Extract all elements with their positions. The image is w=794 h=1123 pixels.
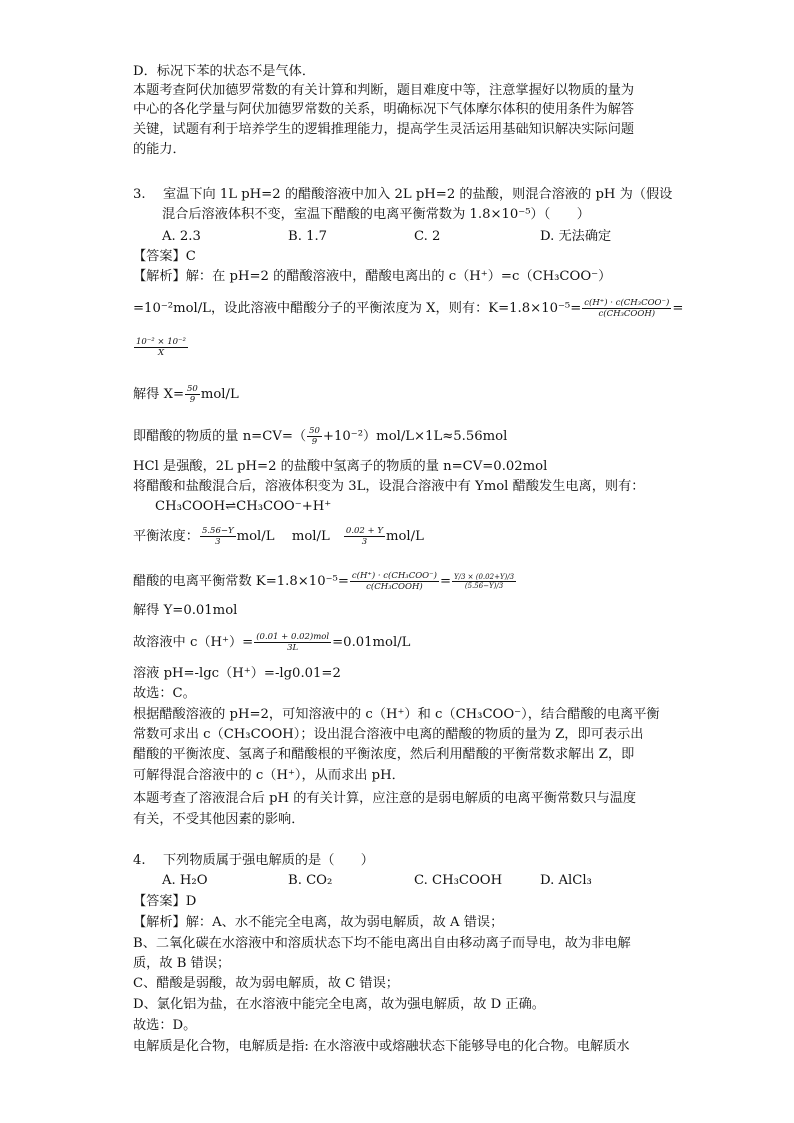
text-line: 关键，试题有利于培养学生的逻辑推理能力，提高学生灵活运用基础知识解决实际问题: [133, 122, 635, 137]
option-d: D. AlCl₃: [540, 873, 592, 888]
question-3-options: [162, 228, 666, 246]
answer-label: 【答案】C: [133, 249, 196, 264]
solution-line: D、氯化铝为盐，在水溶液中能完全电离，故为强电解质，故 D 正确。: [133, 997, 545, 1012]
solution-line: 故选：D。: [133, 1018, 197, 1033]
answer-label: 【答案】D: [133, 894, 197, 909]
question-4-options: [162, 872, 666, 890]
solution-line: 解得 X= $\frac{50}{9}$ mol/L: [133, 384, 239, 405]
option-b: B. CO₂: [288, 873, 333, 888]
solution-line: C、醋酸是弱酸，故为弱电解质，故 C 错误；: [133, 976, 399, 991]
solution-line: 解得 Y=0.01mol: [133, 603, 238, 618]
text-span: =10⁻²mol/L，设此溶液中醋酸分子的平衡浓度为 X，则有：K=1.8×10⁻⁵=: [133, 301, 582, 316]
fraction: $\frac{\text{c(H⁺) · c(CH₃COO⁻)}}{\text{c(CH₃COOH)}}$: [584, 298, 670, 319]
solution-line: 醋酸的电离平衡常数 K=1.8×10⁻⁵= $\frac{\text{c(H⁺) · c(CH₃COO⁻)}}{\text{c(CH₃COOH)}}$ = $\frac{Y/3 \times (0.02+Y)/3}{(5.56-Y)/3}$: [133, 571, 515, 592]
option-c: C. 2: [414, 229, 441, 244]
solution-line: HCl 是强酸，2L pH=2 的盐酸中氢离子的物质的量 n=CV=0.02mol: [133, 459, 548, 474]
option-c: C. CH₃COOH: [414, 873, 503, 888]
option-a: A. 2.3: [162, 229, 201, 244]
question-3-stem: 混合后溶液体积不变，室温下醋酸的电离平衡常数为 1.8×10⁻⁵）（ ）: [162, 207, 590, 222]
solution-line: B、二氧化碳在水溶液中和溶质状态下均不能电离出自由移动离子而导电，故为非电解: [133, 936, 631, 951]
solution-line: 故溶液中 c（H⁺）= $\frac{\text{(0.01 + 0.02)mol}}{3L}$ =0.01mol/L: [133, 632, 411, 653]
question-4-stem: 4. 下列物质属于强电解质的是（ ）: [133, 853, 374, 868]
solution-line: 平衡浓度： $\frac{5.56-Y}{3}$ mol/L mol/L $\frac{0.02 + Y}{3}$ mol/L: [133, 526, 424, 547]
solution-line: 故选：C。: [133, 686, 196, 701]
fraction: $\frac{\text{(0.01 + 0.02)mol}}{3L}$: [256, 632, 330, 653]
solution-line: 【解析】解：A、水不能完全电离，故为弱电解质，故 A 错误；: [133, 915, 504, 930]
equation-line: CH₃COOH⇌CH₃COO⁻+H⁺: [155, 499, 332, 514]
analysis-line: 可解得混合溶液中的 c（H⁺），从而求出 pH．: [133, 768, 405, 783]
analysis-line: 根据醋酸溶液的 pH=2，可知溶液中的 c（H⁺）和 c（CH₃COO⁻），结合醋酸的电离平衡: [133, 707, 660, 722]
option-d: D. 无法确定: [540, 229, 612, 244]
solution-line: [133, 298, 683, 319]
solution-line: 质，故 B 错误；: [133, 956, 231, 971]
solution-line: 即醋酸的物质的量 n=CV=（ $\frac{50}{9}$ +10⁻²）mol/L×1L≈5.56mol: [133, 426, 508, 447]
solution-line: 【解析】解：在 pH=2 的醋酸溶液中，醋酸电离出的 c（H⁺）=c（CH₃COO⁻）: [133, 269, 612, 284]
fraction: $\frac{Y/3 \times (0.02+Y)/3}{(5.56-Y)/3}$: [454, 573, 515, 590]
fraction: $\frac{50}{9}$: [309, 426, 320, 447]
fraction: $\frac{\text{c(H⁺) · c(CH₃COO⁻)}}{\text{c(CH₃COOH)}}$: [351, 571, 437, 592]
text-span: =: [672, 301, 684, 316]
option-a: A. H₂O: [162, 873, 208, 888]
analysis-line: 电解质是化合物，电解质是指: 在水溶液中或熔融状态下能够导电的化合物。电解质水: [133, 1039, 630, 1054]
analysis-line: 常数可求出 c（CH₃COOH）；设出混合溶液中电离的醋酸的物质的量为 Z，即可表示出: [133, 727, 644, 742]
fraction: $\frac{5.56-Y}{3}$: [201, 526, 234, 547]
fraction: $\frac{\text{10⁻² × 10⁻²}}{X}$: [136, 337, 186, 358]
question-3-stem: 3. 室温下向 1L pH=2 的醋酸溶液中加入 2L pH=2 的盐酸，则混合溶液的 pH 为（假设: [133, 187, 673, 202]
solution-line: 溶液 pH=-lgc（H⁺）=-lg0.01=2: [133, 666, 341, 681]
fraction: $\frac{50}{9}$: [187, 384, 198, 405]
text-line: D．标况下苯的状态不是气体．: [133, 64, 316, 79]
text-line: 中心的各化学量与阿伏加德罗常数的关系，明确标况下气体摩尔体积的使用条件为解答: [133, 102, 635, 117]
text-line: 的能力．: [133, 142, 186, 157]
analysis-line: 醋酸的平衡浓度、氢离子和醋酸根的平衡浓度，然后利用醋酸的平衡常数求解出 Z，即: [133, 747, 635, 762]
formula-line: [133, 337, 189, 358]
text-line: 本题考查阿伏加德罗常数的有关计算和判断，题目难度中等，注意掌握好以物质的量为: [133, 83, 635, 98]
comment-line: 本题考查了溶液混合后 pH 的有关计算，应注意的是弱电解质的电离平衡常数只与温度: [133, 791, 637, 806]
option-b: B. 1.7: [288, 229, 328, 244]
comment-line: 有关，不受其他因素的影响．: [133, 812, 305, 827]
solution-line: 将醋酸和盐酸混合后，溶液体积变为 3L，设混合溶液中有 Ymol 醋酸发生电离，则有：: [133, 479, 645, 494]
fraction: $\frac{0.02 + Y}{3}$: [345, 526, 383, 547]
